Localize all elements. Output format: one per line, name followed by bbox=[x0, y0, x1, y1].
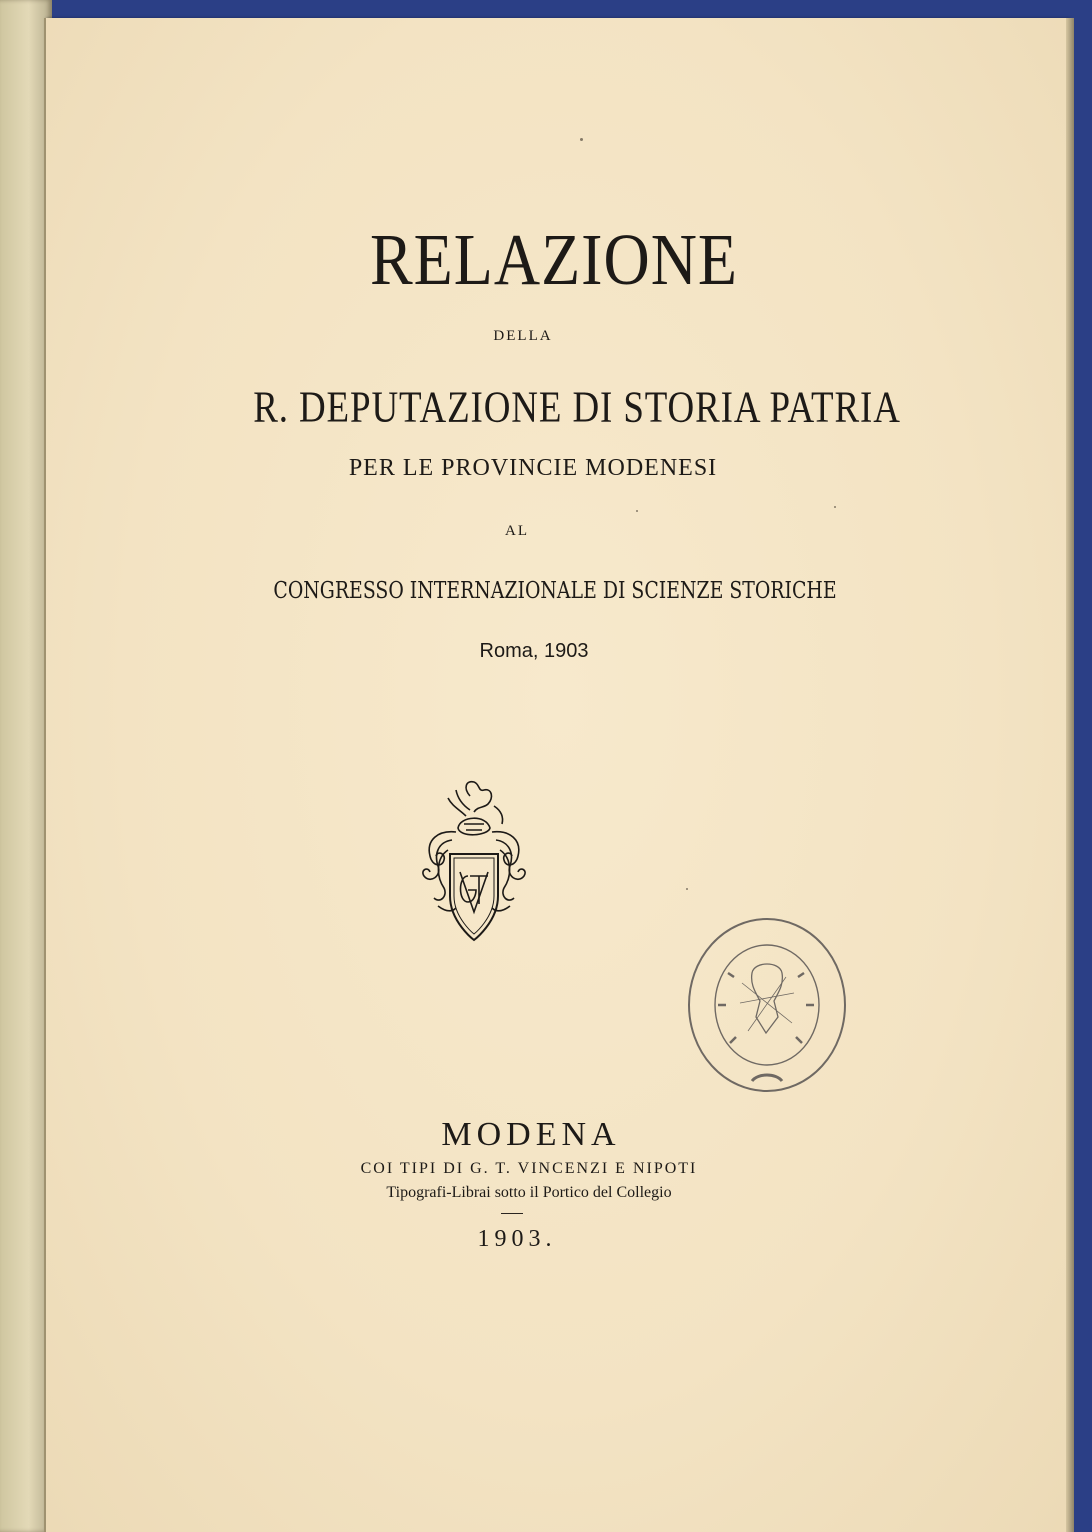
congress-place-date: Roma, 1903 bbox=[479, 640, 589, 662]
library-stamp-icon bbox=[682, 913, 852, 1098]
paper-speck bbox=[580, 138, 583, 141]
imprint-printer: COI TIPI DI G. T. VINCENZI E NIPOTI bbox=[360, 1160, 698, 1177]
al-line: AL bbox=[505, 523, 529, 539]
region-line: PER LE PROVINCIE MODENESI bbox=[348, 455, 718, 481]
book-title: RELAZIONE bbox=[369, 218, 739, 301]
title-page bbox=[44, 18, 1068, 1532]
page-edge bbox=[1066, 18, 1074, 1532]
paper-speck bbox=[686, 888, 688, 890]
paper-speck bbox=[834, 506, 836, 508]
paper-speck bbox=[636, 510, 638, 512]
imprint-printer-note: Tipografi-Librai sotto il Portico del Collegio bbox=[386, 1184, 672, 1201]
printer-emblem-icon bbox=[408, 776, 538, 948]
imprint-city: MODENA bbox=[441, 1116, 621, 1153]
imprint-rule bbox=[501, 1213, 523, 1214]
congress-name: CONGRESSO INTERNAZIONALE DI SCIENZE STORICHE bbox=[273, 578, 837, 604]
della-line: DELLA bbox=[493, 328, 553, 344]
institution-name: R. DEPUTAZIONE DI STORIA PATRIA bbox=[253, 383, 901, 433]
imprint-year: 1903. bbox=[477, 1226, 557, 1252]
